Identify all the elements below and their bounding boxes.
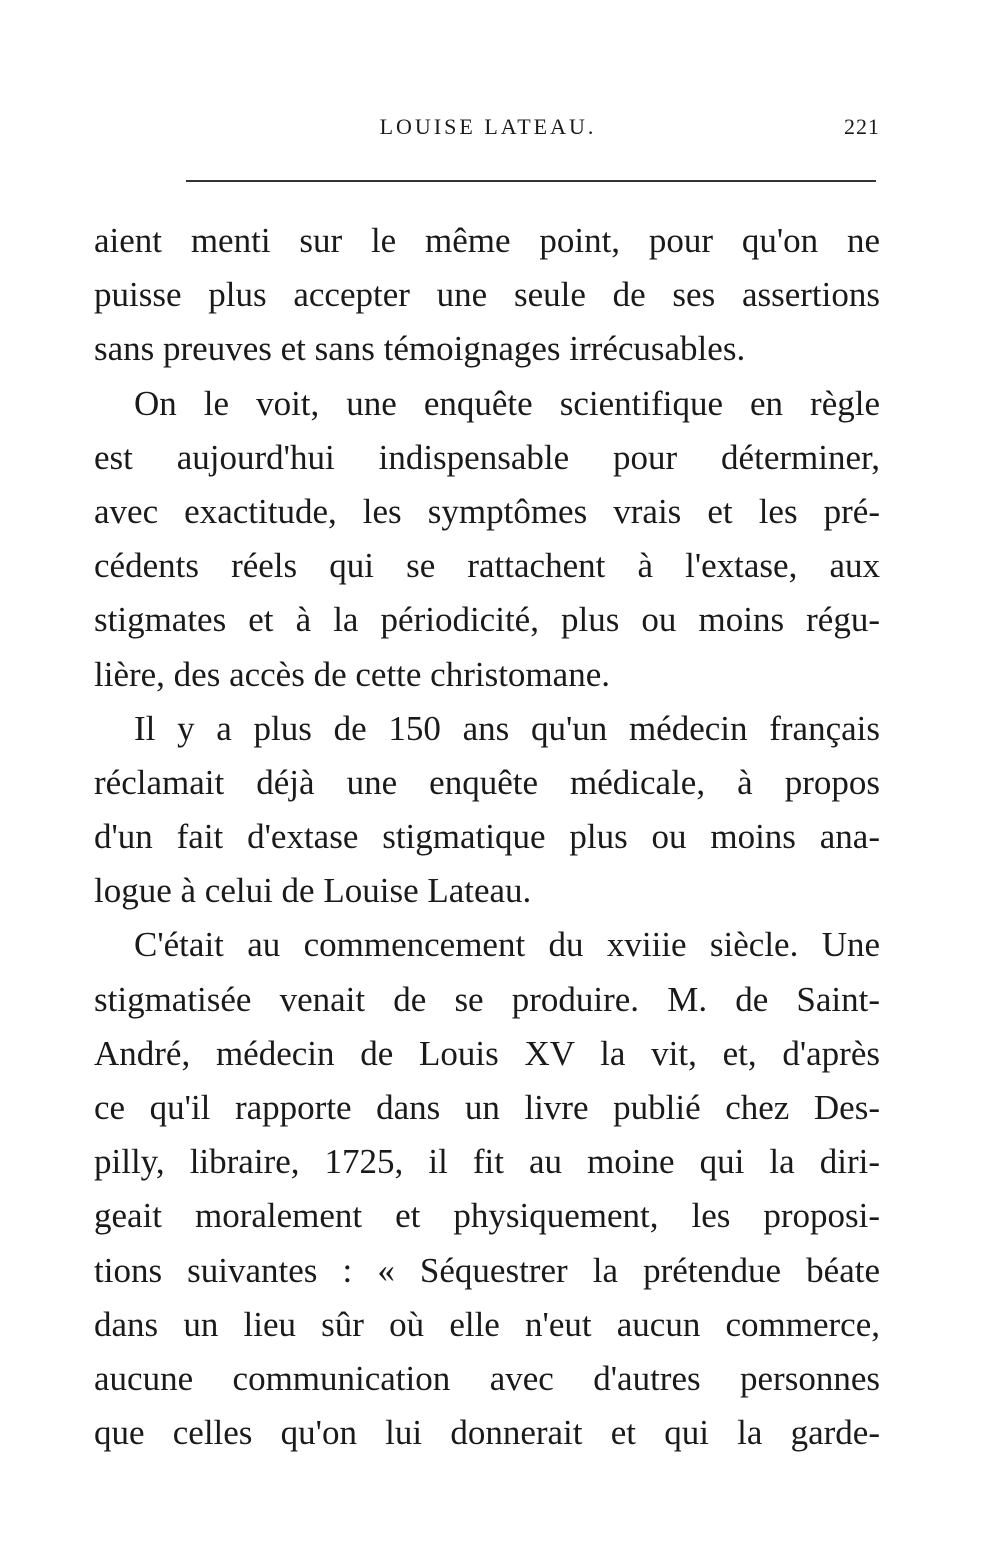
text-line: aucune communication avec d'autres personnes: [94, 1358, 880, 1398]
text-line: est aujourd'hui indispensable pour déterminer,: [94, 437, 880, 477]
text-line: Il y a plus de 150 ans qu'un médecin français: [134, 708, 880, 748]
text-line: André, médecin de Louis XV la vit, et, d'après: [94, 1033, 880, 1073]
text-line: stigmatisée venait de se produire. M. de Saint-: [94, 979, 880, 1019]
text-line: logue à celui de Louise Lateau.: [94, 871, 532, 911]
text-line: lière, des accès de cette christomane.: [94, 654, 610, 694]
text-line: d'un fait d'extase stigmatique plus ou moins ana-: [94, 817, 880, 857]
text-line: cédents réels qui se rattachent à l'extase, aux: [94, 546, 880, 586]
text-line: geait moralement et physiquement, les proposi-: [94, 1196, 880, 1236]
running-head: [96, 112, 880, 142]
text-line: On le voit, une enquête scientifique en règle: [134, 383, 880, 423]
body-text: [94, 214, 880, 1460]
text-line: aient menti sur le même point, pour qu'on ne: [94, 221, 880, 260]
text-line: sans preuves et sans témoignages irrécusables.: [94, 329, 746, 369]
text-line: C'était au commencement du xviiie siècle. Une: [134, 925, 880, 965]
text-line: réclamait déjà une enquête médicale, à propos: [94, 762, 880, 802]
page-number: 221: [844, 114, 880, 139]
header-rule: [186, 180, 876, 182]
text-line: puisse plus accepter une seule de ses assertions: [94, 275, 880, 315]
text-line: stigmates et à la périodicité, plus ou moins régu-: [94, 600, 880, 640]
text-line: dans un lieu sûr où elle n'eut aucun commerce,: [94, 1304, 880, 1344]
text-line: ce qu'il rapporte dans un livre publié chez Des-: [94, 1088, 880, 1127]
text-line: pilly, libraire, 1725, il fit au moine qui la diri-: [94, 1142, 880, 1182]
text-line: que celles qu'on lui donnerait et qui la garde-: [94, 1413, 880, 1453]
text-line: avec exactitude, les symptômes vrais et les pré-: [94, 491, 880, 531]
running-title: LOUISE LATEAU.: [379, 114, 597, 139]
text-line: tions suivantes : « Séquestrer la prétendue béate: [94, 1250, 880, 1290]
